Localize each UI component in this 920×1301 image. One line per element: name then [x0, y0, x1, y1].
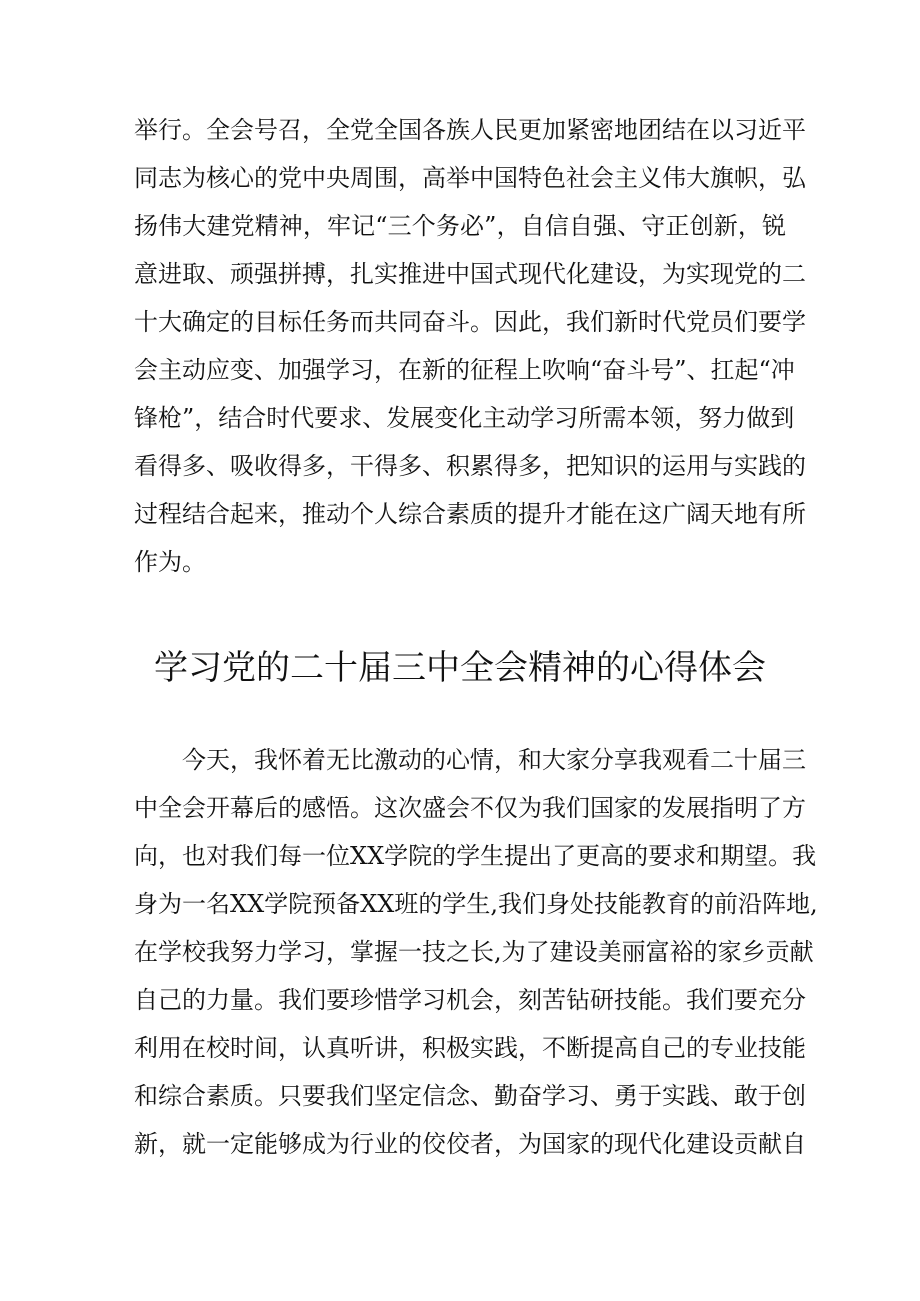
text-line: 身为一名XX学院预备XX班的学生,我们身处技能教育的前沿阵地,: [134, 890, 818, 918]
text-line: 锋枪”，结合时代要求、发展变化主动学习所需本领，努力做到: [134, 404, 795, 432]
paragraph-body: [134, 736, 818, 1168]
text-line: 今天，我怀着无比激动的心情，和大家分享我观看二十届三: [134, 746, 806, 774]
text-line: 自己的力量。我们要珍惜学习机会，刻苦钻研技能。我们要充分: [134, 986, 806, 1014]
text-line: 新，就一定能够成为行业的佼佼者，为国家的现代化建设贡献自: [134, 1130, 806, 1158]
text-line: 同志为核心的党中央周围，高举中国特色社会主义伟大旗帜，弘: [134, 164, 806, 192]
text-line: 和综合素质。只要我们坚定信念、勤奋学习、勇于实践、敢于创: [134, 1082, 806, 1110]
text-line: 十大确定的目标任务而共同奋斗。因此，我们新时代党员们要学: [134, 308, 806, 336]
text-line: 向，也对我们每一位XX学院的学生提出了更高的要求和期望。我: [134, 842, 817, 870]
paragraph-continuation: [134, 106, 806, 586]
text-line: 利用在校时间，认真听讲，积极实践，不断提高自己的专业技能: [134, 1034, 806, 1062]
text-line: 扬伟大建党精神，牢记“三个务必”，自信自强、守正创新，锐: [134, 212, 786, 240]
text-line: 作为。: [134, 548, 206, 576]
text-line: 举行。全会号召，全党全国各族人民更加紧密地团结在以习近平: [134, 116, 806, 144]
text-line: 意进取、顽强拼搏，扎实推进中国式现代化建设，为实现党的二: [134, 260, 806, 288]
text-line: 看得多、吸收得多，干得多、积累得多，把知识的运用与实践的: [134, 452, 806, 480]
article-title: 学习党的二十届三中全会精神的心得体会: [154, 648, 766, 688]
text-line: 在学校我努力学习，掌握一技之长,为了建设美丽富裕的家乡贡献: [134, 938, 814, 966]
text-line: 中全会开幕后的感悟。这次盛会不仅为我们国家的发展指明了方: [134, 794, 806, 822]
text-line: 过程结合起来，推动个人综合素质的提升才能在这广阔天地有所: [134, 500, 806, 528]
text-line: 会主动应变、加强学习，在新的征程上吹响“奋斗号”、扛起“冲: [134, 356, 795, 384]
